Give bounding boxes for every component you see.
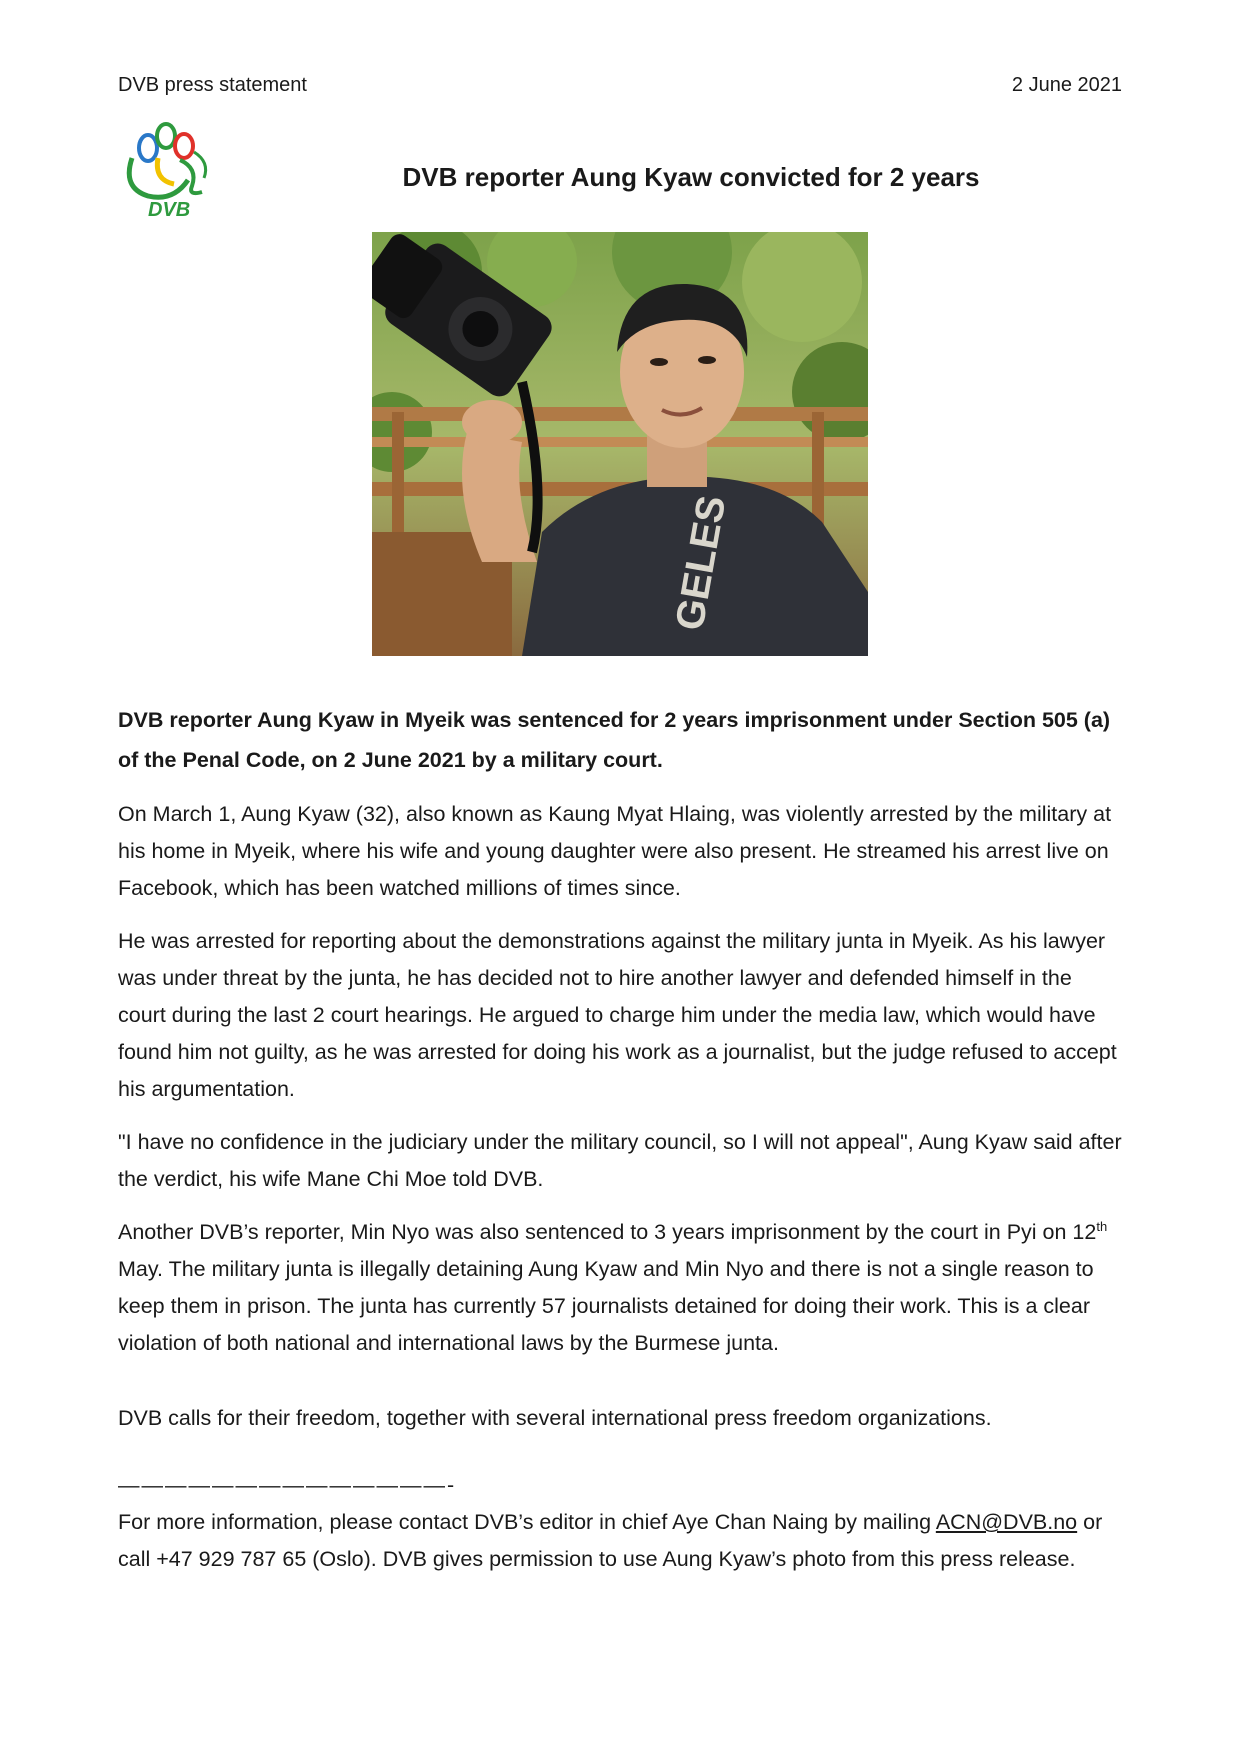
- reporter-photo: [372, 232, 868, 656]
- shirt-print: GELES: [667, 492, 735, 634]
- paragraph-quote: "I have no confidence in the judiciary under the military council, so I will not appeal", Aung Kyaw said after the verdict, his wife Mane Chi Moe told DVB.: [118, 1130, 1122, 1191]
- email-link[interactable]: ACN@DVB.no: [935, 1510, 1078, 1534]
- press-release-body: [118, 700, 1122, 1594]
- lead-paragraph: DVB reporter Aung Kyaw in Myeik was sentenced for 2 years imprisonment under Section 505 (a) of the Penal Code, on 2 June 2021 by a military court.: [118, 708, 1111, 772]
- paragraph-call-for-freedom: DVB calls for their freedom, together with several international press freedom organizations.: [118, 1406, 992, 1430]
- paragraph-min-nyo: Another DVB’s reporter, Min Nyo was also sentenced to 3 years imprisonment by the court in Pyi on 12th May. The military junta is illegally detaining Aung Kyaw and Min Nyo and there is not a single reason to keep them in prison. The junta has currently 57 journalists detained for doing their work. This is a clear violation of both national and international laws by the Burmese junta.: [118, 1218, 1108, 1355]
- paragraph-arrest: On March 1, Aung Kyaw (32), also known as Kaung Myat Hlaing, was violently arrested by the military at his home in Myeik, where his wife and young daughter were also present. He streamed his arrest live on Facebook, which has been watched millions of times since.: [118, 802, 1112, 900]
- document-date: 2 June 2021: [1011, 74, 1122, 96]
- dvb-logo: [118, 118, 218, 223]
- logo-wordmark: DVB: [148, 199, 191, 221]
- paragraph-trial: He was arrested for reporting about the demonstrations against the military junta in Myeik. As his lawyer was under threat by the junta, he has decided not to hire another lawyer and defended himself in the court during the last 2 court hearings. He argued to charge him under the media law, which would have found him not guilty, as he was arrested for doing his work as a journalist, but the judge refused to accept his argumentation.: [118, 929, 1117, 1101]
- ordinal-suffix: th: [1096, 1218, 1108, 1234]
- page-title: DVB reporter Aung Kyaw convicted for 2 years: [402, 162, 980, 192]
- document-type-label: DVB press statement: [118, 74, 307, 96]
- contact-paragraph: For more information, please contact DVB’s editor in chief Aye Chan Naing by mailing ACN@DVB.no or call +47 929 787 65 (Oslo). DVB gives permission to use Aung Kyaw’s photo from this press release.: [118, 1510, 1103, 1571]
- footer-separator: ——————————————-: [118, 1473, 457, 1497]
